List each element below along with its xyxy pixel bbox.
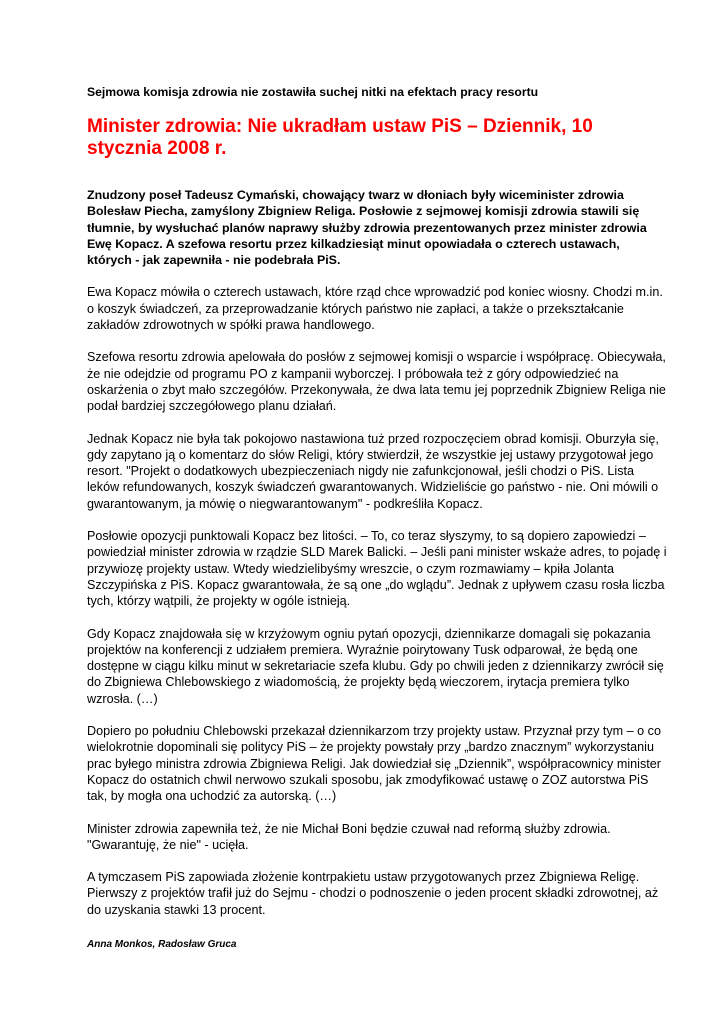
article-headline: Minister zdrowia: Nie ukradłam ustaw PiS – Dziennik, 10 stycznia 2008 r. xyxy=(87,116,593,159)
article-paragraph: Dopiero po południu Chlebowski przekazał dziennikarzom trzy projekty ustaw. Przyznał przy tym – o co wielokrotnie dopominali się politycy PiS – że projekty powstały przy „bardzo znacznym” wykorzystaniu prac byłego ministra zdrowia Zbigniewa Religi. Jak dowiedział się „Dziennik”, współpracownicy minister Kopacz do ostatnich chwil nerwowo szukali sposobu, jak zmodyfikować ustawę o ZOZ autorstwa PiS tak, by mogła ona uchodzić za autorską. (…) xyxy=(87,724,661,804)
article-paragraph: Minister zdrowia zapewniła też, że nie Michał Boni będzie czuwał nad reformą służby zdrowia. "Gwarantuję, że nie" - ucięła. xyxy=(87,821,611,852)
article-paragraph: Jednak Kopacz nie była tak pokojowo nastawiona tuż przed rozpoczęciem obrad komisji. Oburzyła się, gdy zapytano ją o komentarz do słów Religi, który stwierdził, że wszystkie jej ustawy przygotował jego resort. "Projekt o dodatkowych ubezpieczeniach nigdy nie zafunkcjonował, jeśli chodzi o PiS. Lista leków refundowanych, koszyk świadczeń gwarantowanych. Widzieliście go państwo - nie. Oni mówili o gwarantowanym, ja mówię o niegwarantowanym" - podkreśliła Kopacz. xyxy=(87,431,659,511)
article-kicker: Sejmowa komisja zdrowia nie zostawiła suchej nitki na efektach pracy resortu xyxy=(87,85,539,99)
article-lead: Znudzony poseł Tadeusz Cymański, chowający twarz w dłoniach były wiceminister zdrowia Bolesław Piecha, zamyślony Zbigniew Religa. Posłowie z sejmowej komisji zdrowia stawili się tłumnie, by wysłuchać planów naprawy służby zdrowia prezentowanych przez minister zdrowia Ewę Kopacz. A szefowa resortu przez kilkadziesiąt minut opowiadała o czterech ustawach, których - jak zapewniła - nie podebrała PiS. xyxy=(87,188,647,268)
article-paragraph: A tymczasem PiS zapowiada złożenie kontrpakietu ustaw przygotowanych przez Zbigniewa Religę. Pierwszy z projektów trafił już do Sejmu - chodzi o podnoszenie o jeden procent składki zdrowotnej, aż do uzyskania stawki 13 procent. xyxy=(87,870,659,917)
article-authors: Anna Monkos, Radosław Gruca xyxy=(87,938,237,950)
article-paragraph: Posłowie opozycji punktowali Kopacz bez litości. – To, co teraz słyszymy, to są dopiero zapowiedzi – powiedział minister zdrowia w rządzie SLD Marek Balicki. – Jeśli pani minister wskaże adres, to pojadę i przywiozę projekty ustaw. Wtedy wiedzielibyśmy wreszcie, o czym rozmawiamy – kpiła Jolanta Szczypińska z PiS. Kopacz gwarantowała, że są one „do wglądu”. Jednak z upływem czasu rosła liczba tych, którzy wątpili, że projekty w ogóle istnieją. xyxy=(87,529,667,609)
article-paragraph: Szefowa resortu zdrowia apelowała do posłów z sejmowej komisji o wsparcie i współpracę. Obiecywała, że nie odejdzie od programu PO z kampanii wyborczej. I próbowała też z góry odpowiedzieć na oskarżenia o zbyt mało szczegółów. Przekonywała, że dwa lata temu jej poprzednik Zbigniew Religa nie podał bardziej szczegółowego planu działań. xyxy=(87,350,666,414)
article-paragraph: Gdy Kopacz znajdowała się w krzyżowym ogniu pytań opozycji, dziennikarze domagali się pokazania projektów na konferencji z udziałem premiera. Wyraźnie poirytowany Tusk odparował, że będą one dostępne w ciągu kilku minut w sekretariacie szefa klubu. Gdy po chwili jeden z dziennikarzy zwrócił się do Zbigniewa Chlebowskiego z wiadomością, że projekty będą wieczorem, irytacja premiera tylko wzrosła. (…) xyxy=(87,626,664,706)
article-page xyxy=(87,84,667,952)
article-paragraph: Ewa Kopacz mówiła o czterech ustawach, które rząd chce wprowadzić pod koniec wiosny. Chodzi m.in. o koszyk świadczeń, za przeprowadzanie których państwo nie zapłaci, a także o przekształcanie zakładów zdrowotnych w spółki prawa handlowego. xyxy=(87,285,663,333)
